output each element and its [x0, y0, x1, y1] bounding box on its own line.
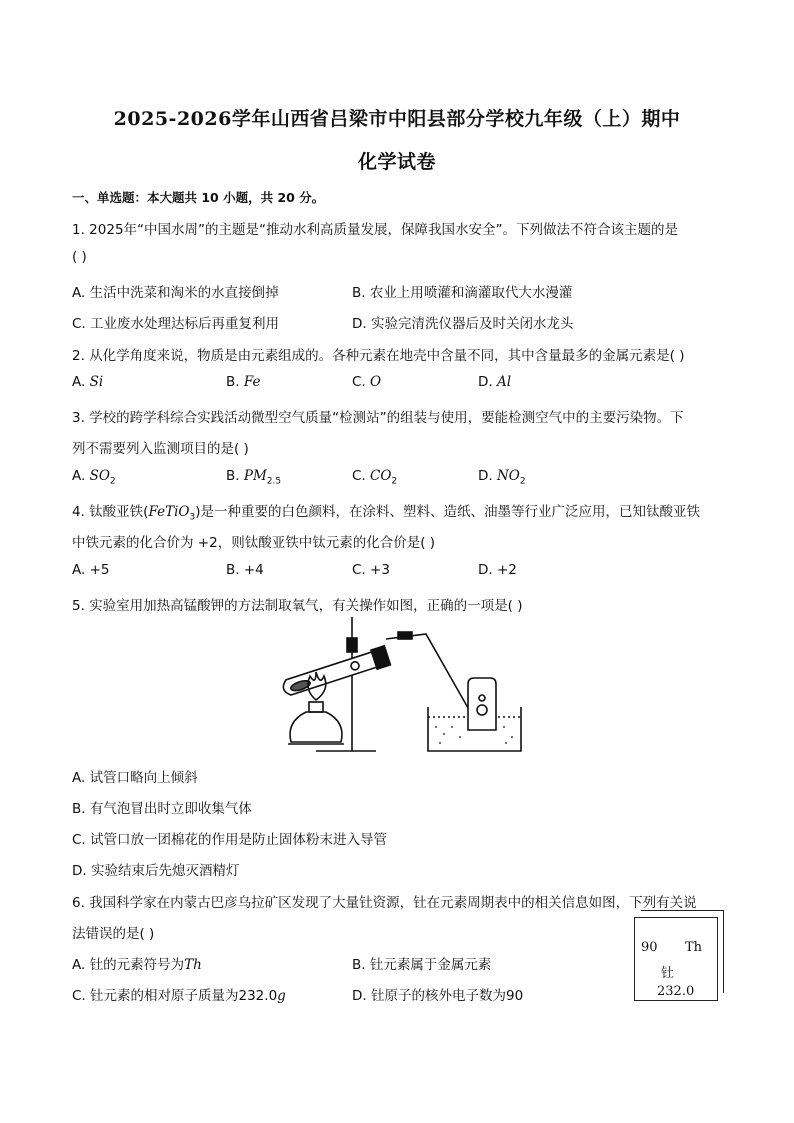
q2-option-d: D. Al	[478, 374, 512, 390]
q6-stem-line1: 6. 我国科学家在内蒙古巴彦乌拉矿区发现了大量钍资源，钍在元素周期表中的相关信息如图，下列有关说	[72, 895, 697, 911]
q2-option-b: B. Fe	[226, 374, 261, 390]
q2-option-a: A. Si	[72, 374, 104, 390]
q6-stem-line2: 法错误的是( )	[72, 926, 155, 942]
q6-option-d: D. 钍原子的核外电子数为90	[352, 988, 524, 1004]
q3-option-a: A. $SO_2$	[72, 468, 116, 487]
atomic-mass: 232.0	[657, 984, 695, 999]
element-symbol: Th	[685, 940, 703, 955]
q4-option-c: C. +3	[352, 562, 390, 578]
q6-option-c: C. 钍元素的相对原子质量为232.0g	[72, 988, 286, 1004]
q1-stem-line1: 1. 2025年“中国水周”的主题是“推动水利高质量发展，保障我国水安全”。下列做法不符合该主题的是	[72, 222, 679, 238]
q3-stem-line2: 列不需要列入监测项目的是( )	[72, 441, 249, 457]
exam-title-line2: 化学试卷	[357, 151, 436, 173]
q5-option-b: B. 有气泡冒出时立即收集气体	[72, 801, 252, 817]
q4-stem-line2: 中铁元素的化合价为 +2，则钛酸亚铁中钛元素的化合价是( )	[72, 535, 436, 551]
q2-stem: 2. 从化学角度来说，物质是由元素组成的。各种元素在地壳中含量不同，其中含量最多的金属元素是( )	[72, 348, 685, 364]
section-heading: 一、单选题：本大题共 10 小题，共 20 分。	[72, 190, 325, 205]
q5-option-c: C. 试管口放一团棉花的作用是防止固体粉末进入导管	[72, 832, 388, 848]
q1-option-d: D. 实验完清洗仪器后及时关闭水龙头	[352, 316, 574, 332]
q1-option-c: C. 工业废水处理达标后再重复利用	[72, 316, 280, 332]
q4-option-d: D. +2	[478, 562, 517, 578]
exam-title-line1: 2025-2026学年山西省吕梁市中阳县部分学校九年级（上）期中	[113, 108, 681, 130]
q3-option-c: C. $CO_2$	[352, 468, 398, 487]
q1-stem-line2: ( )	[72, 249, 87, 265]
thorium-element-card	[634, 917, 718, 1001]
q1-option-b: B. 农业上用喷灌和滴灌取代大水漫灌	[352, 285, 573, 301]
q4-stem-line1: 4. 钛酸亚铁(FeTiO$_3$)是一种重要的白色颜料，在涂料、塑料、造纸、油墨等行业广泛应用，已知钛酸亚铁	[72, 504, 700, 523]
q5-stem: 5. 实验室用加热高锰酸钾的方法制取氧气，有关操作如图，正确的一项是( )	[72, 598, 523, 614]
oxygen-apparatus-diagram	[276, 612, 526, 757]
q5-option-a: A. 试管口略向上倾斜	[72, 770, 198, 786]
q5-option-d: D. 实验结束后先熄灭酒精灯	[72, 863, 240, 879]
q3-stem-line1: 3. 学校的跨学科综合实践活动微型空气质量“检测站”的组装与使用，要能检测空气中的主要污染物。下	[72, 410, 684, 426]
q1-option-a: A. 生活中洗菜和淘米的水直接倒掉	[72, 285, 279, 301]
atomic-number: 90	[641, 940, 658, 955]
q3-option-d: D. $NO_2$	[478, 468, 526, 487]
element-name: 钍	[661, 966, 675, 981]
q6-option-b: B. 钍元素属于金属元素	[352, 957, 492, 973]
q6-option-a: A. 钍的元素符号为Th	[72, 957, 202, 973]
q3-option-b: B. $PM_{2.5}$	[226, 468, 282, 487]
q4-option-a: A. +5	[72, 562, 110, 578]
q4-option-b: B. +4	[226, 562, 264, 578]
q2-option-c: C. O	[352, 374, 382, 390]
